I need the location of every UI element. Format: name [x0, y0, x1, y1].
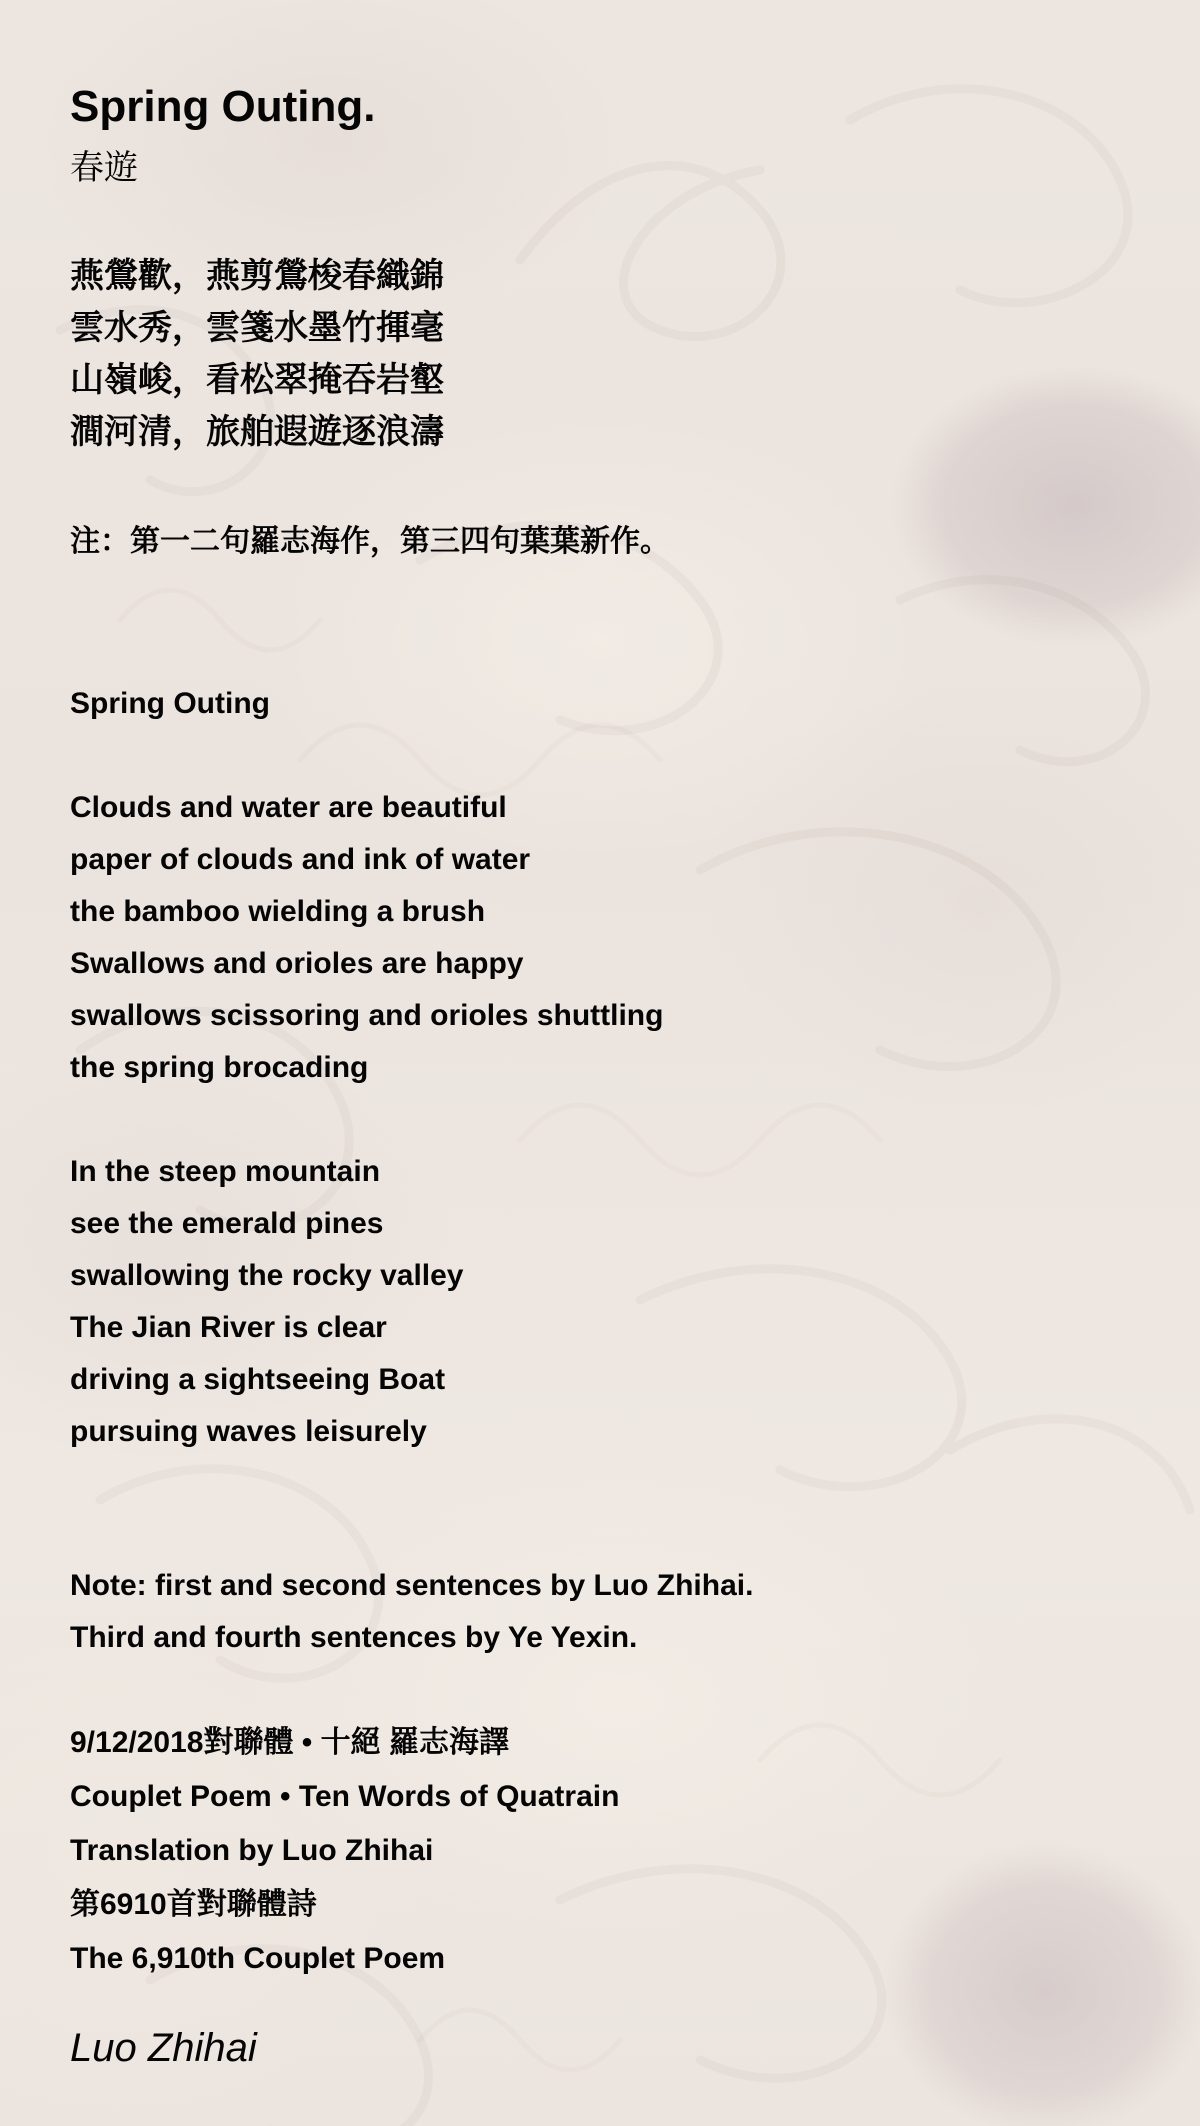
poem-line: paper of clouds and ink of water: [70, 843, 531, 876]
chinese-poem-line: 澗河清，旅舶遐遊逐浪濤: [70, 413, 444, 451]
note-line: Note: first and second sentences by Luo Zhihai.: [70, 1569, 754, 1602]
chinese-poem-line: 山嶺峻，看松翠掩吞岩壑: [70, 361, 444, 399]
poem-line: the bamboo wielding a brush: [70, 895, 486, 928]
metadata-line-form: Couplet Poem • Ten Words of Quatrain: [70, 1780, 620, 1813]
poem-line: pursuing waves leisurely: [70, 1415, 427, 1448]
chinese-poem-line: 燕鶯歡，燕剪鶯梭春織錦: [70, 257, 444, 295]
english-author-note: [70, 1560, 753, 1664]
metadata-line-translator: Translation by Luo Zhihai: [70, 1834, 434, 1867]
poem-line: swallowing the rocky valley: [70, 1259, 464, 1292]
poem-line: see the emerald pines: [70, 1207, 384, 1240]
poem-line: swallows scissoring and orioles shuttling: [70, 999, 664, 1032]
poem-line: Swallows and orioles are happy: [70, 947, 524, 980]
poem-line: the spring brocading: [70, 1051, 369, 1084]
metadata-line-date: 9/12/2018對聯體 • 十絕 羅志海譯: [70, 1726, 509, 1759]
author-signature: Luo Zhihai: [70, 2026, 257, 2070]
poem-line: The Jian River is clear: [70, 1311, 387, 1344]
english-stanza-1: [70, 782, 663, 1094]
chinese-author-note: 注：第一二句羅志海作，第三四句葉葉新作。: [70, 525, 670, 558]
chinese-poem-title: 春遊: [70, 149, 138, 187]
poem-line: In the steep mountain: [70, 1155, 381, 1188]
poem-metadata: [70, 1716, 619, 1986]
note-line: Third and fourth sentences by Ye Yexin.: [70, 1621, 638, 1654]
metadata-line-number-cjk: 第6910首對聯體詩: [70, 1888, 317, 1921]
poem-title: Spring Outing.: [70, 82, 376, 132]
english-poem-title: Spring Outing: [70, 687, 270, 720]
metadata-line-number-en: The 6,910th Couplet Poem: [70, 1942, 446, 1975]
poem-line: Clouds and water are beautiful: [70, 791, 507, 824]
chinese-poem-line: 雲水秀，雲箋水墨竹揮毫: [70, 309, 444, 347]
chinese-poem: [70, 250, 444, 458]
poem-line: driving a sightseeing Boat: [70, 1363, 446, 1396]
english-stanza-2: [70, 1146, 464, 1458]
